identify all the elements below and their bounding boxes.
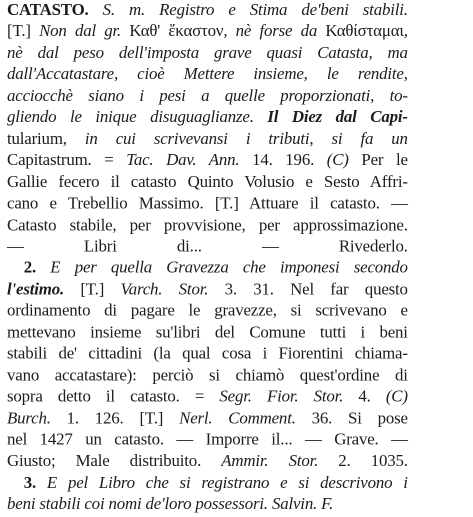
- entry-text: l'estimo.: [7, 280, 65, 299]
- entry-text: Ammir. Stor.: [221, 452, 319, 471]
- entry-text: 14. 196.: [239, 151, 327, 170]
- entry-text: S. m. Registro e Stima de'beni stabili.: [88, 0, 408, 20]
- entry-text: Segr. Fior. Stor.: [219, 387, 344, 407]
- entry-text: ordinamento di pagare le gravezze, si scrivevano e: [7, 301, 408, 321]
- entry-line: [7, 365, 408, 386]
- entry-text: Tac. Dav. Ann.: [126, 151, 240, 170]
- entry-line: [7, 301, 408, 322]
- entry-line: [7, 172, 408, 193]
- entry-text: Giusto; Male distribuito.: [7, 452, 222, 471]
- headword: CATASTO.: [7, 0, 89, 20]
- entry-text: [T.]: [7, 22, 40, 41]
- entry-line: [24, 473, 408, 494]
- entry-text: tularium,: [7, 129, 85, 149]
- entry-text: ,: [403, 22, 408, 41]
- entry-text: E pel Libro che si registrano e si descrivono i: [46, 473, 408, 493]
- entry-text: Καθίσταμαι: [325, 22, 404, 41]
- entry-text: Varch. Stor.: [120, 280, 209, 299]
- entry-line: [7, 107, 408, 128]
- entry-line: [7, 64, 408, 85]
- entry-line: [7, 279, 408, 300]
- entry-text: Non dal gr.: [39, 22, 130, 41]
- entry-text: 3.: [23, 473, 47, 493]
- entry-text: 36. Si pose: [295, 409, 408, 428]
- entry-line: [7, 322, 408, 343]
- entry-text: sopra detto il catasto. =: [7, 387, 220, 407]
- entry-text: [T.]: [64, 280, 121, 299]
- entry-text: Per le: [348, 151, 408, 170]
- entry-line: [7, 494, 333, 515]
- entry-text: beni stabili coi nomi de'loro possessori.: [7, 495, 268, 514]
- entry-line: [7, 430, 408, 451]
- entry-line: [7, 408, 408, 429]
- entry-text: 4.: [343, 387, 386, 407]
- entry-text: 2. 1035.: [318, 452, 408, 471]
- entry-line: [7, 150, 408, 171]
- entry-text: E per quella Gravezza che imponesi secondo: [50, 258, 408, 278]
- entry-line: [7, 193, 408, 214]
- entry-text: Il Diez dal Capi-: [253, 108, 408, 127]
- entry-text: , nè forse da: [223, 22, 326, 41]
- entry-text: Capitastrum. =: [7, 151, 127, 170]
- entry-line: [7, 215, 408, 236]
- entry-line: [7, 21, 408, 42]
- entry-line: [7, 129, 408, 150]
- entry-text: (C): [385, 387, 408, 407]
- entry-line: [7, 387, 408, 408]
- entry-text: nel 1427 un catasto. — Imporre il... — Grave. —: [7, 430, 408, 450]
- entry-text: Καθ' ἕκαστον: [129, 22, 224, 41]
- entry-text: si fa un: [331, 129, 408, 149]
- entry-text: Salvin. F.: [267, 495, 334, 514]
- entry-text: — Libri di... — Rivederlo.: [7, 237, 408, 256]
- entry-text: dall'Accatastare, cioè Mettere insieme, le rendite,: [7, 65, 408, 84]
- entry-text: vano accatastare): perciò si chiamò quest'ordine di: [7, 366, 408, 385]
- entry-text: nè dal peso dell'imposta grave quasi Catasta, ma: [7, 43, 408, 63]
- entry-line: [7, 0, 408, 21]
- entry-text: gliendo le inique disuguaglianze.: [7, 108, 254, 127]
- entry-text: 2.: [23, 258, 51, 278]
- entry-text: (C): [326, 151, 349, 170]
- entry-text: Catasto stabile, per provvisione, per approssimazione.: [7, 215, 408, 235]
- entry-text: Gallie fecero il catasto Quinto Volusio e Sesto Affri-: [7, 172, 408, 192]
- entry-text: Nerl. Comment.: [179, 409, 296, 428]
- entry-text: 1. 126. [T.]: [50, 409, 180, 428]
- entry-text: acciocchè siano i pesi a quelle proporzionati, to-: [7, 86, 408, 106]
- entry-text: cano e Trebellio Massimo. [T.] Attuare il catasto. —: [7, 194, 408, 213]
- entry-line: [7, 236, 408, 257]
- entry-text: stabili de' cittadini (la qual cosa i Fiorentini chiama-: [7, 344, 408, 364]
- entry-text: in cui scrivevansi i tributi: [84, 129, 310, 149]
- entry-text: ,: [309, 129, 332, 149]
- entry-text: Burch.: [7, 409, 51, 428]
- entry-line: [24, 258, 408, 279]
- entry-line: [7, 86, 408, 107]
- entry-line: [7, 344, 408, 365]
- entry-text: 3. 31. Nel far questo: [208, 280, 408, 299]
- entry-text: mettevano insieme su'libri del Comune tutti i beni: [7, 323, 408, 342]
- entry-line: [7, 43, 408, 64]
- entry-line: [7, 451, 408, 472]
